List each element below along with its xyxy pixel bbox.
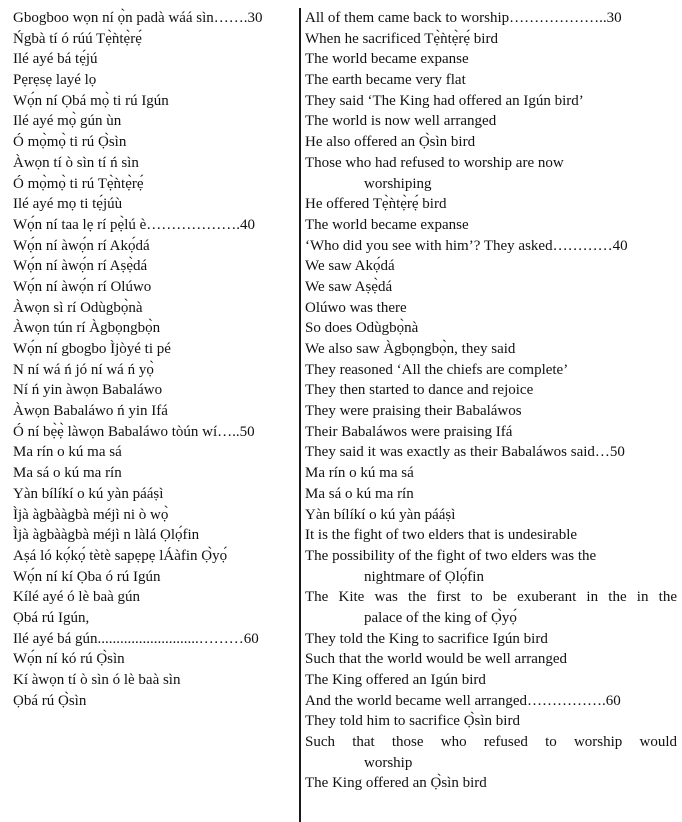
- english-verse-line: They were praising their Babaláwos: [305, 403, 522, 420]
- english-verse-line: ‘Who did you see with him’? They asked…………40: [305, 237, 628, 254]
- yoruba-verse-line: Ilé ayé bá gún...........................………60: [13, 630, 259, 647]
- english-verse-line: All of them came back to worship………………..30: [305, 10, 622, 26]
- english-verse-line: We also saw Àgbọngbọ̀n, they said: [305, 341, 516, 357]
- yoruba-verse-line: Wọ́n ní taa lẹ rí pẹ̀lú è……………….40: [13, 216, 256, 233]
- english-verse-line: The King offered an Ọ̀sìn bird: [305, 775, 487, 792]
- yoruba-verse-line: Gbogboo wọn ní ọ̀n padà wáá sìn…….30: [13, 10, 263, 26]
- yoruba-verse-line: Ma rín o kú ma sá: [13, 444, 122, 461]
- english-verse-line: Olúwo was there: [305, 299, 407, 316]
- yoruba-verse-line: Ó mọ̀mọ̀ ti rú Ọ̀sìn: [13, 134, 127, 151]
- yoruba-verse-line: Wọ́n ní àwọ́n rí Aṣẹ̀dá: [13, 258, 148, 275]
- english-verse-line: nightmare of Ọlọ́fin: [364, 568, 484, 585]
- yoruba-verse-line: Ilé ayé bá tẹ́jú: [13, 51, 98, 68]
- yoruba-verse-line: Ìjà àgbààgbà méjì n làlá Ọlọ́fin: [13, 527, 200, 544]
- english-verse-line: He offered Tẹ̀ǹtẹ̀rẹ́ bird: [305, 196, 447, 213]
- yoruba-verse-line: N ní wá ń jó ní wá ń yọ̀: [13, 361, 154, 378]
- english-verse-line: Ma rín o kú ma sá: [305, 465, 414, 482]
- english-verse-line: So does Odùgbọ̀nà: [305, 320, 419, 337]
- yoruba-verse-line: Kí àwọn tí ò sìn ó lè baà sìn: [13, 672, 181, 688]
- yoruba-verse-line: Wọ́n ní kó rú Ọ̀sìn: [13, 651, 125, 668]
- yoruba-verse-line: Ilé ayé mọ̀ gún ùn: [13, 113, 122, 130]
- yoruba-verse-line: Àwọn tí ò sìn tí ń sìn: [13, 154, 139, 171]
- yoruba-verse-line: Wọ́n ní àwọ́n rí Olúwo: [13, 278, 152, 295]
- yoruba-verse-line: Wọ́n ní gbogbo Ìjòyé ti pé: [13, 341, 171, 357]
- english-translation-column: [305, 8, 677, 794]
- english-verse-line: When he sacrificed Tẹ̀ǹtẹ̀rẹ́ bird: [305, 30, 498, 47]
- yoruba-verse-line: Àwọn Babaláwo ń yin Ifá: [13, 403, 168, 420]
- yoruba-verse-line: Ó ní bẹ̀ẹ̀ làwọn Babaláwo tòún wí…..50: [13, 423, 255, 440]
- english-verse-line: We saw Aṣẹ̀dá: [305, 278, 393, 295]
- english-verse-line: Those who had refused to worship are now: [305, 154, 564, 171]
- english-verse-line: They said it was exactly as their Babaláwos said…50: [305, 444, 625, 461]
- yoruba-text-column: [13, 8, 295, 711]
- english-verse-line: The earth became very flat: [305, 72, 466, 89]
- yoruba-verse-line: Pẹrẹsẹ layé lọ: [13, 72, 97, 89]
- yoruba-verse-line: Ọbá rú Igún,: [13, 609, 90, 626]
- english-verse-line: Their Babaláwos were praising Ifá: [305, 423, 513, 440]
- yoruba-verse-line: Kílé ayé ó lè baà gún: [13, 589, 141, 606]
- yoruba-verse-line: Ilé ayé mọ ti tẹ́júù: [13, 196, 123, 213]
- english-verse-line: They told the King to sacrifice Igún bird: [305, 630, 548, 647]
- english-verse-line: Such that those who refused to worship would: [305, 734, 677, 751]
- yoruba-verse-line: Àwọn sì rí Odùgbọ̀nà: [13, 299, 143, 316]
- english-verse-line: worshiping: [364, 175, 432, 192]
- yoruba-verse-line: Ma sá o kú ma rín: [13, 465, 122, 482]
- yoruba-verse-line: Ó mọ̀mọ̀ ti rú Tẹ̀ǹtẹ̀rẹ́: [13, 175, 144, 192]
- english-verse-line: He also offered an Ọ̀sìn bird: [305, 134, 476, 151]
- english-verse-line: They reasoned ‘All the chiefs are complete’: [305, 361, 569, 378]
- english-verse-line: We saw Akọ́dá: [305, 258, 395, 275]
- english-verse-line: The King offered an Igún bird: [305, 672, 486, 688]
- english-verse-line: Yàn bílíkí o kú yàn pááṣì: [305, 506, 456, 523]
- english-verse-line: The possibility of the fight of two elders was the: [305, 547, 597, 564]
- yoruba-verse-line: Ńgbà tí ó rúú Tẹ̀ǹtẹ̀rẹ́: [13, 30, 142, 47]
- english-verse-line: They then started to dance and rejoice: [305, 382, 534, 399]
- english-verse-line: It is the fight of two elders that is undesirable: [305, 527, 578, 544]
- yoruba-verse-line: Wọ́n ní Ọbá mọ̀ ti rú Igún: [13, 92, 169, 109]
- column-divider: [299, 8, 301, 822]
- english-verse-line: And the world became well arranged…………….60: [305, 692, 621, 709]
- yoruba-verse-line: Wọ́n ní kí Ọba ó rú Igún: [13, 568, 161, 585]
- english-verse-line: worship: [364, 754, 413, 771]
- yoruba-verse-line: Ọbá rú Ọ̀sìn: [13, 692, 87, 709]
- english-verse-line: Ma sá o kú ma rín: [305, 485, 414, 502]
- english-verse-line: The world became expanse: [305, 216, 469, 233]
- english-verse-line: The Kite was the first to be exuberant in the in the: [305, 589, 677, 606]
- yoruba-verse-line: Yàn bílíkí o kú yàn pááṣì: [13, 485, 164, 502]
- english-verse-line: They said ‘The King had offered an Igún bird’: [305, 92, 584, 109]
- english-verse-line: Such that the world would be well arranged: [305, 651, 568, 668]
- english-verse-line: The world is now well arranged: [305, 113, 497, 130]
- yoruba-verse-line: Ní ń yin àwọn Babaláwo: [13, 382, 163, 399]
- yoruba-verse-line: Wọ́n ní àwọ́n rí Akọ́dá: [13, 237, 150, 254]
- yoruba-verse-line: Aṣá ló kọ́kọ́ tètè sapẹpẹ lÁàfin Ọ̀yọ́: [13, 547, 228, 564]
- english-verse-line: They told him to sacrifice Ọ̀sìn bird: [305, 713, 520, 730]
- yoruba-verse-line: Ìjà àgbààgbà méjì ni ò wọ̀: [13, 506, 169, 523]
- yoruba-verse-line: Àwọn tún rí Àgbọngbọ̀n: [13, 320, 161, 337]
- english-verse-line: palace of the king of Ọ̀yọ́: [364, 609, 517, 626]
- english-verse-line: The world became expanse: [305, 51, 469, 68]
